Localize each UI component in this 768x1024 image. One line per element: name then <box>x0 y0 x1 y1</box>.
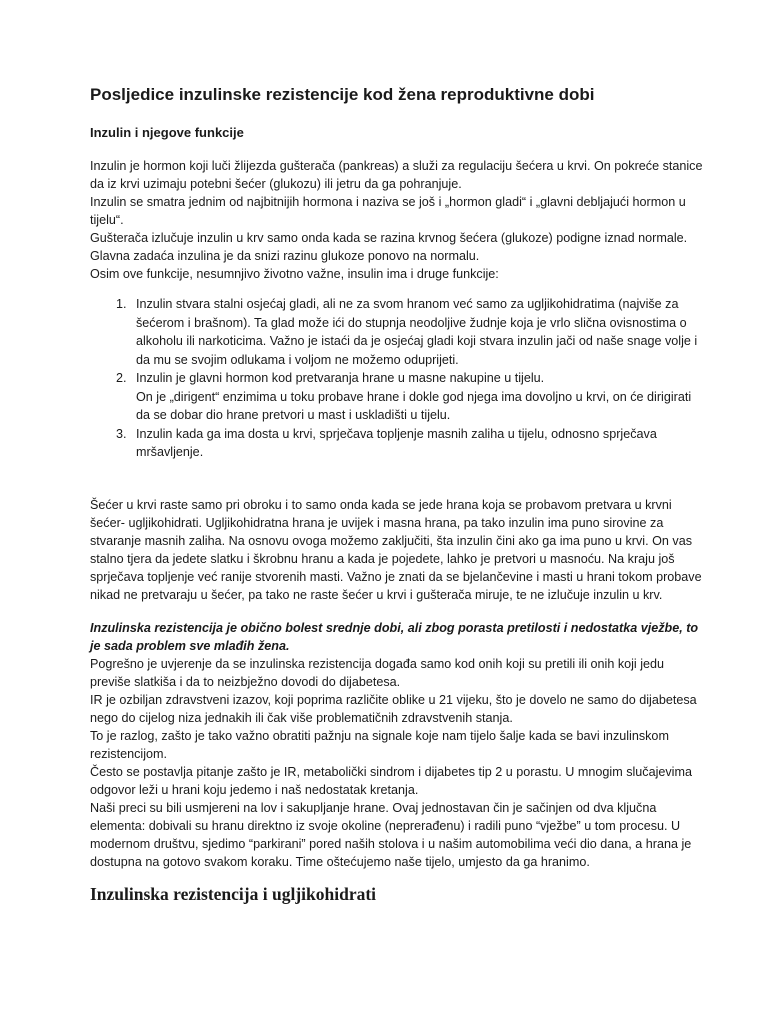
section-subtitle: Inzulin i njegove funkcije <box>90 125 244 140</box>
closing-paragraph: Naši preci su bili usmjereni na lov i sakupljanje hrane. Ovaj jednostavan čin je sačinjen od dva ključna elementa: dobivali su hranu direktno iz svoje okoline (neprerađenu) i radili puno “vježbe” u tom procesu. U modernom društvu, sjedimo “parkirani” pored naših stolova i u našim automobilima veći dio dana, a hrana je dostupna na gotovo svakom koraku. Time oštećujemo naše tijelo, umjesto da ga hranimo. <box>90 800 692 869</box>
intro-block <box>90 157 708 462</box>
list-item-text: Inzulin stvara stalni osjećaj gladi, ali ne za svom hranom već samo za ugljikohidratima (najviše za šećerom i brašnom). Ta glad može ići do stupnja neodoljive žudnje koja je vrlo slična ovisnostima o alkoholu ili narkoticima. Važno je istaći da je osjećaj gladi koji stvara inzulin jači od naše snage volje i da mu se svojim odlukama i voljom ne možemo oduprijeti. <box>136 297 698 367</box>
closing-paragraph: Pogrešno je uvjerenje da se inzulinska rezistencija događa samo kod onih koji su pretili ili onih koji jedu previše slatkiša i da to neizbježno dovodi do dijabetesa. <box>90 656 665 689</box>
intro-paragraph: Inzulin je hormon koji luči žlijezda gušterača (pankreas) a služi za regulaciju šećera u krvi. On pokreće stanice da iz krvi uzimaju potebni šećer (glukozu) ili jetru da ga pohranjuje. <box>90 159 703 191</box>
list-item <box>90 295 708 369</box>
list-number: 3. <box>116 426 127 441</box>
list-item-text: Inzulin kada ga ima dosta u krvi, sprječava topljenje masnih zaliha u tijelu, odnosno sprječava mršavljenje. <box>136 426 657 459</box>
list-item <box>90 425 708 462</box>
list-item-continuation: On je „dirigent“ enzimima u toku probave hrane i dokle god njega ima dovoljno u krvi, on će dirigirati da se dobar dio hrane pretvori u mast i uskladišti u tijelu. <box>136 389 692 422</box>
document-title: Posljedice inzulinske rezistencije kod žena reproduktivne dobi <box>90 85 595 104</box>
closing-paragraph: To je razlog, zašto je tako važno obratiti pažnju na signale koje nam tijelo šalje kada se bavi inzulinskom rezistencijom. <box>90 728 669 761</box>
sugar-paragraph: Šećer u krvi raste samo pri obroku i to samo onda kada se jede hrana koja se probavom pretvara u krvni šećer- ugljikohidrati. Ugljikohidratna hrana je uvijek i masna hrana, pa tako inzulin ima puno sirovine za stvaranje masnih zaliha. Na osnovu ovoga možemo zaključiti, šta inzulin čini ako ga ima puno u krvi. On vas stalno tjera da jedete slatku i škrobnu hranu a kada je pojedete, lahko je pretvori u masnoću. Na kraju još sprječava topljenje već ranije stvorenih masti. Važno je znati da se bjelančevine i masti u hrani tokom probave nikad ne pretvaraju u šećer, pa tako ne raste šećer u krvi i gušterača miruje, te ne izlučuje inzulin u krv. <box>90 497 702 602</box>
intro-paragraph: Inzulin se smatra jednim od najbitnijih hormona i naziva se još i „hormon gladi“ i „glavni debljajući hormon u tijelu“. <box>90 195 686 227</box>
closing-paragraph: IR je ozbiljan zdravstveni izazov, koji poprima različite oblike u 21 vijeku, što je dovelo ne samo do dijabetesa nego do cijelog niza jednakih ili čak više problematičnih zdravstvenih stanja. <box>90 692 697 725</box>
section-heading: Inzulinska rezistencija i ugljikohidrati <box>90 883 377 904</box>
list-item <box>90 369 708 425</box>
intro-paragraph: Osim ove funkcije, nesumnjivo životno važne, insulin ima i druge funkcije: <box>90 267 499 281</box>
list-number: 2. <box>116 371 127 385</box>
closing-paragraph: Često se postavlja pitanje zašto je IR, metabolički sindrom i dijabetes tip 2 u porastu. U mnogim slučajevima odgovor leži u hrani koju jedemo i naš nedostatak kretanja. <box>90 764 692 797</box>
list-item-text: Inzulin je glavni hormon kod pretvaranja hrane u masne nakupine u tijelu. <box>136 371 545 385</box>
intro-paragraph: Gušterača izlučuje inzulin u krv samo onda kada se razina krvnog šećera (glukoze) podigne iznad normale. Glavna zadaća inzulina je da snizi razinu glukoze ponovo na normalu. <box>90 231 688 263</box>
functions-list <box>90 295 708 462</box>
list-number: 1. <box>116 297 127 311</box>
emphasis-paragraph: Inzulinska rezistencija je obično bolest srednje dobi, ali zbog porasta pretilosti i nedostatka vježbe, to je sada problem sve mlađih žena. <box>90 620 699 653</box>
